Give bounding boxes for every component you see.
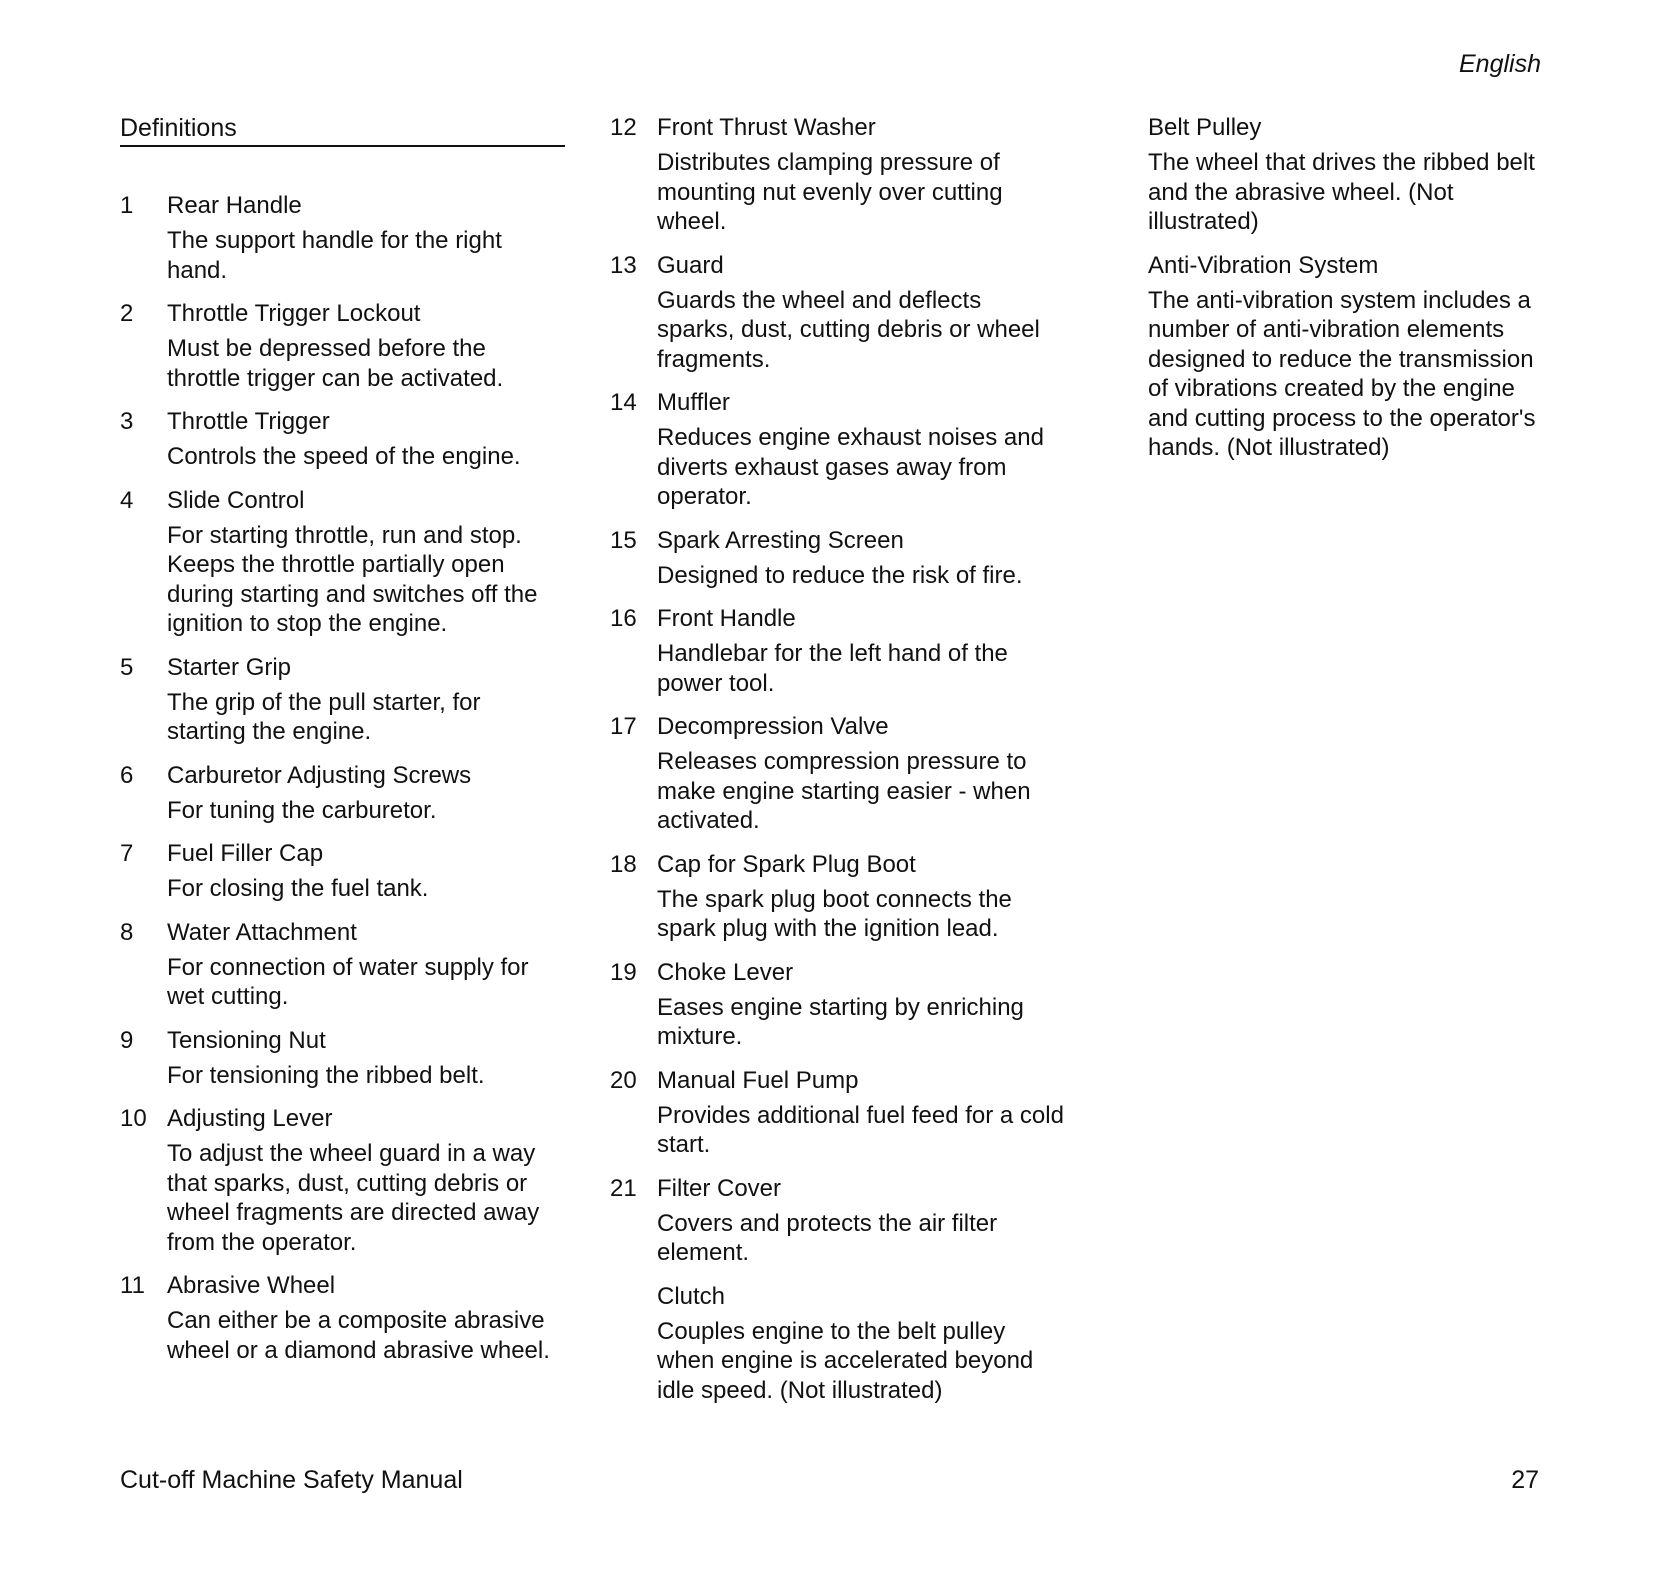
item-term: Spark Arresting Screen (657, 526, 904, 554)
item-term: Clutch (657, 1282, 726, 1310)
item-term: Tensioning Nut (167, 1026, 326, 1054)
item-description: Handlebar for the left hand of the power tool. (657, 640, 1008, 697)
item-description: The anti-vibration system includes a number of anti-vibration elements designed to reduce the transmission of vibrations created by the engine and cutting process to the operator's hands. (Not illustrated) (1148, 286, 1536, 461)
item-term: Guard (657, 251, 724, 279)
item-term: Carburetor Adjusting Screws (167, 761, 472, 789)
definition-item (120, 191, 565, 285)
definition-item (120, 299, 565, 393)
definition-item (120, 1104, 565, 1257)
item-description: Covers and protects the air filter element. (657, 1209, 998, 1266)
definition-item (120, 1271, 565, 1365)
item-number: 17 (610, 713, 637, 740)
definition-item (610, 113, 1065, 237)
item-number: 19 (610, 958, 637, 986)
item-number: 12 (610, 114, 637, 141)
item-term: Belt Pulley (1148, 114, 1262, 141)
item-description: Can either be a composite abrasive wheel or a diamond abrasive wheel. (167, 1307, 550, 1364)
item-number: 18 (610, 850, 637, 878)
definition-item (610, 251, 1065, 375)
definitions-column-1 (120, 113, 565, 1379)
definition-item (1148, 251, 1548, 463)
item-term: Starter Grip (167, 653, 292, 681)
item-term: Rear Handle (167, 192, 302, 219)
item-number: 7 (120, 840, 134, 867)
item-description: Must be depressed before the throttle trigger can be activated. (167, 335, 504, 392)
page-number: 27 (1511, 1466, 1539, 1494)
item-term: Water Attachment (167, 918, 357, 946)
item-description: Designed to reduce the risk of fire. (657, 561, 1023, 589)
section-heading: Definitions (120, 113, 565, 147)
item-term: Abrasive Wheel (167, 1272, 336, 1299)
definition-item (120, 653, 565, 747)
item-description: For closing the fuel tank. (167, 875, 429, 902)
language-label: English (1459, 50, 1541, 78)
definition-item (610, 850, 1065, 944)
item-number: 4 (120, 486, 134, 514)
definition-item (610, 1282, 1065, 1406)
item-number: 20 (610, 1066, 637, 1094)
item-number: 2 (120, 300, 134, 327)
item-description: Provides additional fuel feed for a cold start. (657, 1101, 1064, 1158)
item-number: 8 (120, 918, 134, 946)
item-description: To adjust the wheel guard in a way that sparks, dust, cutting debris or wheel fragments are directed away from the operator. (167, 1140, 540, 1256)
item-term: Slide Control (167, 486, 305, 514)
item-term: Front Handle (657, 605, 796, 632)
item-term: Cap for Spark Plug Boot (657, 850, 916, 878)
item-term: Throttle Trigger (167, 408, 330, 435)
item-number: 15 (610, 526, 637, 554)
item-number: 9 (120, 1026, 134, 1054)
item-term: Muffler (657, 389, 730, 416)
definition-item (120, 1026, 565, 1091)
manual-title: Cut-off Machine Safety Manual (120, 1466, 463, 1494)
definition-item (610, 604, 1065, 698)
item-description: Couples engine to the belt pulley when engine is accelerated beyond idle speed. (Not illustrated) (657, 1317, 1034, 1404)
item-description: The grip of the pull starter, for starting the engine. (167, 688, 481, 745)
item-term: Adjusting Lever (167, 1105, 333, 1132)
definition-item (1148, 113, 1548, 237)
item-description: The spark plug boot connects the spark plug with the ignition lead. (657, 885, 1012, 942)
item-number: 10 (120, 1105, 147, 1132)
definition-item (610, 712, 1065, 836)
item-description: Releases compression pressure to make engine starting easier - when activated. (657, 748, 1031, 834)
definition-item (610, 388, 1065, 512)
item-description: Distributes clamping pressure of mounting nut evenly over cutting wheel. (657, 149, 1003, 235)
definition-item (120, 839, 565, 904)
item-term: Anti-Vibration System (1148, 251, 1379, 279)
definition-item (610, 1174, 1065, 1268)
item-number: 11 (120, 1272, 145, 1299)
item-term: Manual Fuel Pump (657, 1066, 859, 1094)
definition-item (120, 407, 565, 472)
definitions-column-2 (610, 113, 1065, 1419)
item-term: Front Thrust Washer (657, 114, 876, 141)
item-description: Reduces engine exhaust noises and diverts exhaust gases away from operator. (657, 424, 1044, 510)
item-term: Choke Lever (657, 958, 794, 986)
item-description: Controls the speed of the engine. (167, 443, 521, 470)
definition-item (120, 486, 565, 639)
definition-item (610, 958, 1065, 1052)
item-description: The support handle for the right hand. (167, 227, 502, 284)
item-number: 1 (120, 192, 134, 219)
definition-item (120, 761, 565, 826)
definition-item (610, 526, 1065, 591)
item-term: Fuel Filler Cap (167, 840, 324, 867)
item-term: Filter Cover (657, 1174, 782, 1202)
item-term: Decompression Valve (657, 713, 889, 740)
item-number: 13 (610, 251, 637, 279)
definitions-column-3 (1148, 113, 1548, 477)
item-number: 21 (610, 1174, 637, 1202)
definition-item (610, 1066, 1065, 1160)
item-number: 3 (120, 408, 134, 435)
item-number: 5 (120, 653, 134, 681)
item-number: 16 (610, 605, 637, 632)
item-description: Eases engine starting by enriching mixture. (657, 993, 1024, 1050)
item-number: 14 (610, 389, 637, 416)
definition-item (120, 918, 565, 1012)
item-description: Guards the wheel and deflects sparks, dust, cutting debris or wheel fragments. (657, 286, 1040, 373)
item-number: 6 (120, 761, 134, 789)
item-description: For tuning the carburetor. (167, 796, 437, 824)
item-description: The wheel that drives the ribbed belt and the abrasive wheel. (Not illustrated) (1148, 149, 1535, 235)
item-description: For tensioning the ribbed belt. (167, 1061, 485, 1089)
item-term: Throttle Trigger Lockout (167, 300, 421, 327)
item-description: For starting throttle, run and stop. Keeps the throttle partially open during starting and switches off the ignition to stop the engine. (167, 521, 538, 637)
item-description: For connection of water supply for wet cutting. (167, 953, 529, 1010)
